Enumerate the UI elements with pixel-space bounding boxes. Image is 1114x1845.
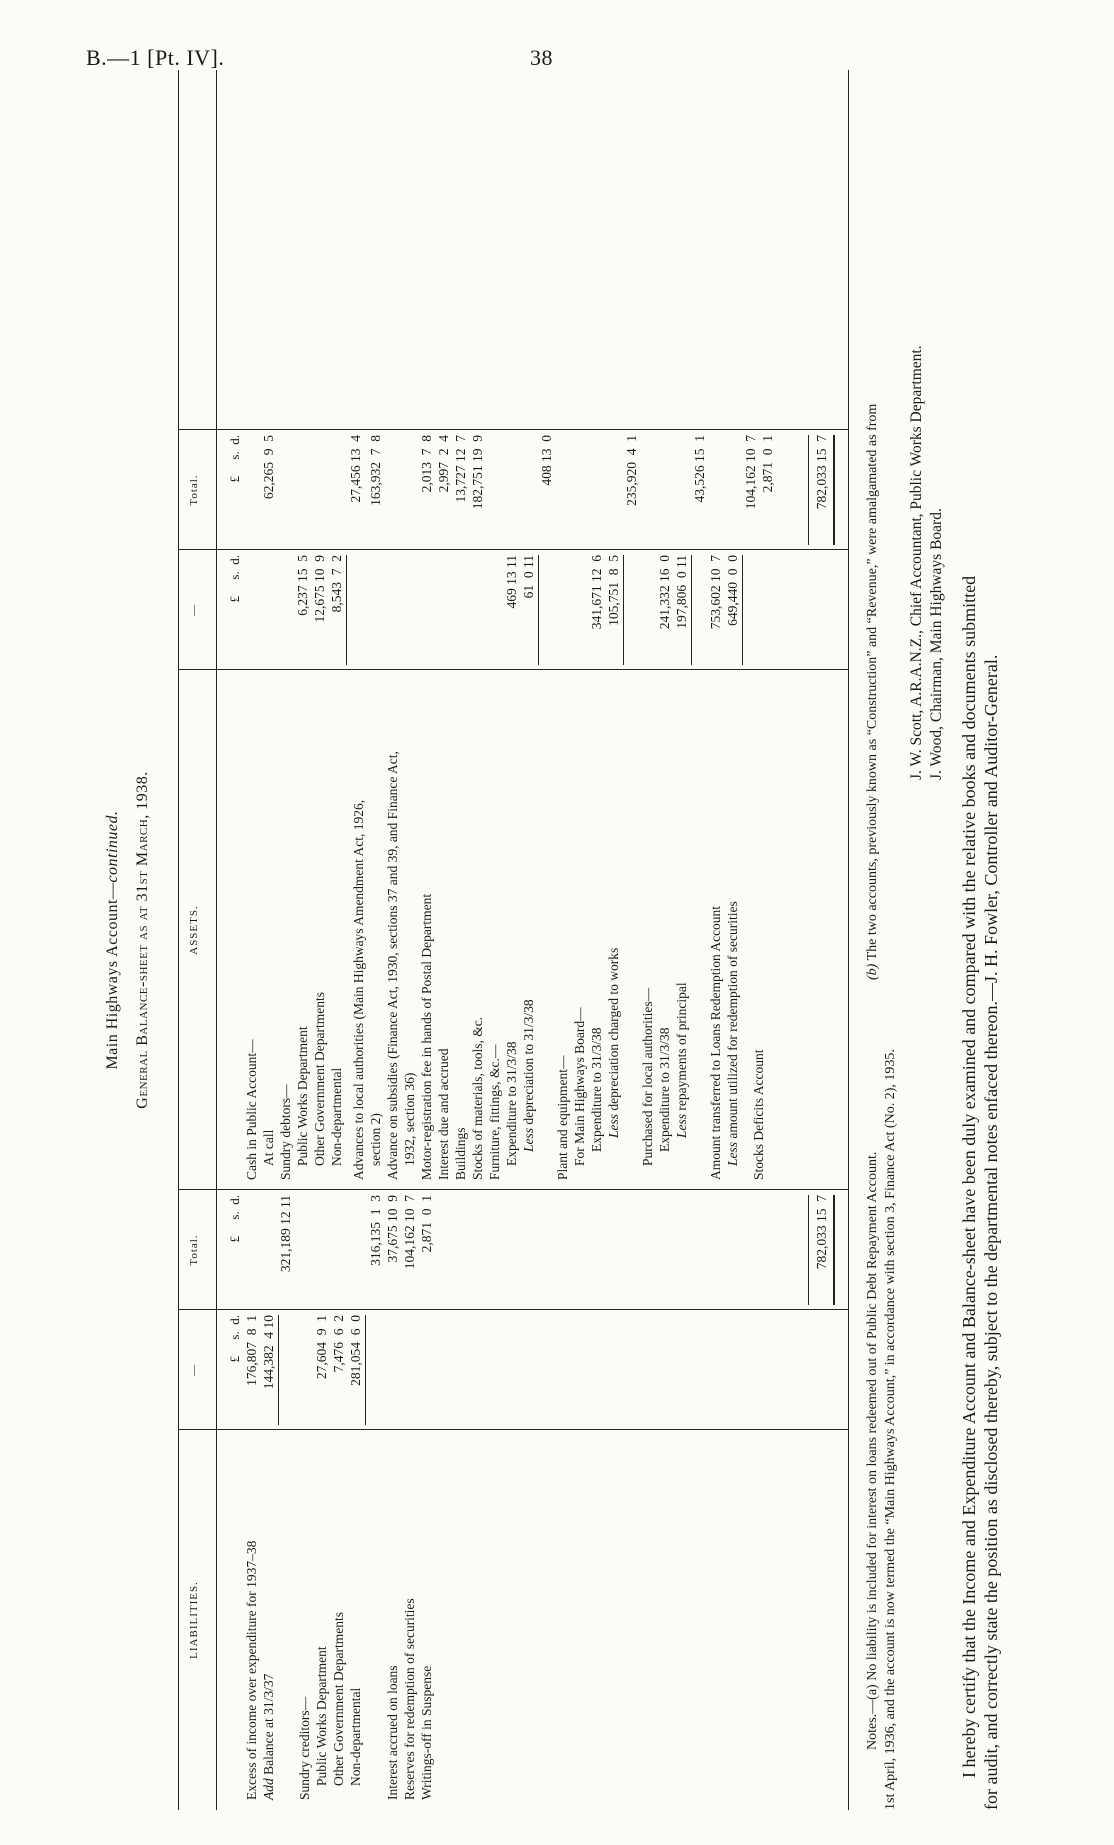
table-top-rule xyxy=(178,70,179,1810)
asset-buildings-label: Buildings xyxy=(453,1127,468,1180)
asset-total-rule xyxy=(808,435,809,545)
page-number: 38 xyxy=(530,45,553,70)
asset-amt-label: Amount transferred to Loans Redemption Account xyxy=(708,905,723,1180)
asset-dep1-text: depreciation to 31/3/38 xyxy=(521,999,536,1128)
asset-util-text: amount utilized for redemption of securities xyxy=(725,901,740,1142)
liab-add-prefix: Add xyxy=(261,1778,276,1800)
note-a-text: No liability is included for interest on loans redeemed out of Public Debt Repayment Account. xyxy=(865,1151,880,1685)
asset-exp2-value: 341,671 12 6 xyxy=(589,555,604,630)
asset-rep3-label xyxy=(673,982,690,1138)
liab-interest-total: 37,675 10 9 xyxy=(385,1195,400,1263)
asset-rep3-value: 197,806 0 11 xyxy=(674,555,689,629)
asset-subtotal-rule xyxy=(346,555,347,665)
liab-total-double-rule xyxy=(833,1195,835,1305)
asset-formhb-label: For Main Highways Board— xyxy=(572,1007,587,1166)
asset-cash-label: Cash in Public Account— xyxy=(244,1039,259,1180)
asset-dep2-value: 105,751 8 5 xyxy=(606,555,621,626)
asset-plant-label: Plant and equipment— xyxy=(555,1055,570,1180)
asset-purch-label: Purchased for local authorities— xyxy=(640,987,655,1166)
assets-dash-header: — xyxy=(188,604,200,616)
col-divider-2 xyxy=(178,1309,848,1310)
asset-ogd-label: Other Government Departments xyxy=(312,992,327,1166)
asset-dep2-text: depreciation charged to works xyxy=(606,947,621,1114)
asset-furn-total: 408 13 0 xyxy=(539,435,554,486)
asset-atcall-label: At call xyxy=(261,1129,276,1166)
asset-sundry-label: Sundry debtors— xyxy=(278,1084,293,1180)
col-divider-6 xyxy=(178,429,848,430)
note-a-prefix: Notes.—(a) xyxy=(865,1684,880,1750)
less-prefix: Less xyxy=(606,1113,621,1138)
asset-motor-label: Motor-registration fee in hands of Postal Department xyxy=(419,893,434,1180)
less-prefix: Less xyxy=(521,1127,536,1152)
asset-dep2-label xyxy=(605,948,622,1138)
asset-exp3-value: 241,332 16 0 xyxy=(657,555,672,630)
unit-label: £ s. d. xyxy=(227,435,242,483)
col-divider-3 xyxy=(178,1189,848,1190)
note-b-text: The two accounts, previously known as “Construction” and “Revenue,” were amalgamated as from xyxy=(865,403,880,964)
balance-sheet-subtitle-text: General Balance-sheet as at 31st March, 1938. xyxy=(134,771,151,1109)
asset-exp1-label: Expenditure to 31/3/38 xyxy=(504,1041,519,1166)
asset-pwd-label: Public Works Department xyxy=(295,1026,310,1166)
account-title-text: Main Highways Account— xyxy=(104,882,121,1070)
asset-adv2-label-cont: 1932, section 36) xyxy=(402,1072,417,1166)
col-divider-1 xyxy=(178,1429,848,1430)
asset-purch-total: 43,526 15 1 xyxy=(692,435,707,503)
asset-adv2-label: Advance on subsidies (Finance Act, 1930, sections 37 and 39, and Finance Act, xyxy=(385,751,400,1180)
signature-wood: J. Wood, Chairman, Main Highways Board. xyxy=(928,508,945,780)
asset-subtotal-rule xyxy=(623,555,624,665)
liab-sundry-total: 316,135 1 3 xyxy=(368,1195,383,1266)
liab-subtotal-rule xyxy=(365,1315,366,1425)
asset-subtotal-rule xyxy=(691,555,692,665)
asset-deficit-label: Stocks Deficits Account xyxy=(751,1049,766,1180)
asset-util-label xyxy=(724,901,741,1166)
asset-subtotal-rule xyxy=(538,555,539,665)
asset-nondep-label: Non-departmental xyxy=(329,1067,344,1166)
col-divider-4 xyxy=(178,669,848,670)
account-title-suffix: continued. xyxy=(104,810,121,883)
less-prefix: Less xyxy=(674,1113,689,1138)
asset-pwd-value: 6,237 15 5 xyxy=(295,555,310,616)
asset-ogd-value: 12,675 10 9 xyxy=(312,555,327,623)
liab-excess-label: Excess of income over expenditure for 1937–38 xyxy=(244,1540,259,1800)
liab-nondep-value: 281,054 6 0 xyxy=(348,1315,363,1386)
asset-sundry-total: 27,456 13 4 xyxy=(348,435,363,503)
liab-interest-label: Interest accrued on loans xyxy=(385,1665,400,1800)
asset-interest-total: 2,997 2 4 xyxy=(436,435,451,493)
asset-stocks-label: Stocks of materials, tools, &c. xyxy=(470,1016,485,1180)
asset-stocks-total: 182,751 19 9 xyxy=(470,435,485,510)
asset-util-value: 649,440 0 0 xyxy=(725,555,740,626)
asset-adv1-label-cont: section 2) xyxy=(368,1113,383,1166)
col-divider-5 xyxy=(178,549,848,550)
liab-subtotal-rule xyxy=(278,1315,279,1425)
table-header-rule xyxy=(216,70,217,1810)
liab-reserves-total: 104,162 10 7 xyxy=(402,1195,417,1270)
note-a xyxy=(864,1152,882,1750)
liab-excess-total: 321,189 12 11 xyxy=(278,1195,293,1273)
liab-add-label xyxy=(260,1674,277,1800)
asset-adv1-total: 163,932 7 8 xyxy=(368,435,383,506)
liab-pwd-label: Public Works Department xyxy=(314,1646,329,1786)
liab-ogd-label: Other Government Departments xyxy=(331,1612,346,1786)
asset-adv1-label: Advances to local authorities (Main Highways Amendment Act, 1926, xyxy=(351,799,366,1180)
balance-sheet-subtitle xyxy=(134,70,151,1810)
rotated-balance-sheet xyxy=(88,70,1048,1810)
table-bottom-rule xyxy=(848,70,849,1810)
asset-exp1-value: 469 13 11 xyxy=(504,555,519,609)
unit-label: £ s. d. xyxy=(227,555,242,603)
liab-ogd-value: 7,476 6 2 xyxy=(331,1315,346,1373)
liab-grand-total: 782,033 15 7 xyxy=(814,1195,829,1270)
asset-plant-total: 235,920 4 1 xyxy=(624,435,639,506)
asset-dep1-value: 61 0 11 xyxy=(521,555,536,599)
asset-buildings-total: 13,727 12 7 xyxy=(453,435,468,503)
liabilities-dash-header: — xyxy=(188,1364,200,1376)
liab-writings-label: Writings-off in Suspense xyxy=(419,1665,434,1800)
liab-nondep-label: Non-departmental xyxy=(348,1687,363,1786)
asset-furn-label: Furniture, fittings, &c.— xyxy=(487,1044,502,1180)
note-line-2: 1st April, 1936, and the account is now termed the “Main Highways Account,” in accordance with section 3, Finance Act (No. 2), 1935. xyxy=(883,1049,898,1810)
asset-nondep-value: 8,543 7 2 xyxy=(329,555,344,613)
asset-cash-total: 62,265 9 5 xyxy=(261,435,276,500)
liab-excess-value: 176,807 8 1 xyxy=(244,1315,259,1386)
asset-interest-label: Interest due and accrued xyxy=(436,1048,451,1180)
certificate-line-1: I hereby certify that the Income and Expenditure Account and Balance-sheet have been duly examined and compared with the relative books and documents submitted xyxy=(959,575,979,1778)
unit-label: £ s. d. xyxy=(227,1315,242,1363)
liab-writings-total: 2,871 0 1 xyxy=(419,1195,434,1253)
liab-add-value: 144,382 4 10 xyxy=(261,1315,276,1390)
signature-scott: J. W. Scott, A.R.A.N.Z., Chief Accountant, Public Works Department. xyxy=(908,345,925,780)
liab-add-text: Balance at 31/3/37 xyxy=(261,1673,276,1779)
liab-total-rule xyxy=(808,1195,809,1305)
assets-header: ASSETS. xyxy=(188,905,200,955)
assets-total-header: Total. xyxy=(188,474,200,506)
asset-grand-total: 782,033 15 7 xyxy=(814,435,829,510)
less-prefix: Less xyxy=(725,1141,740,1166)
liab-sundry-label: Sundry creditors— xyxy=(297,1696,312,1800)
asset-exp3-label: Expenditure to 31/3/38 xyxy=(657,1027,672,1152)
asset-amt-value: 753,602 10 7 xyxy=(708,555,723,630)
asset-subtotal-rule xyxy=(742,555,743,665)
note-b-prefix: (b) xyxy=(865,963,880,980)
liab-reserves-label: Reserves for redemption of securities xyxy=(402,1598,417,1800)
account-title xyxy=(104,70,121,1810)
asset-deficit-total: 2,871 0 1 xyxy=(760,435,775,493)
liab-pwd-value: 27,604 9 1 xyxy=(314,1315,329,1380)
asset-total-double-rule xyxy=(833,435,835,545)
asset-motor-total: 2,013 7 8 xyxy=(419,435,434,493)
asset-amt-total: 104,162 10 7 xyxy=(743,435,758,510)
certificate-line-2: for audit, and correctly state the position as disclosed thereby, subject to the departmental notes enfaced thereon.—J. H. Fowler, Controller and Auditor-General. xyxy=(981,654,1001,1810)
note-b xyxy=(864,404,882,980)
asset-exp2-label: Expenditure to 31/3/38 xyxy=(589,1027,604,1152)
unit-label: £ s. d. xyxy=(227,1195,242,1243)
liabilities-total-header: Total. xyxy=(188,1234,200,1266)
asset-dep1-label xyxy=(520,999,537,1152)
liabilities-header: LIABILITIES. xyxy=(188,1581,200,1659)
asset-rep3-text: repayments of principal xyxy=(674,982,689,1114)
page-header-reference: B.—1 [Pt. IV]. xyxy=(86,45,225,70)
